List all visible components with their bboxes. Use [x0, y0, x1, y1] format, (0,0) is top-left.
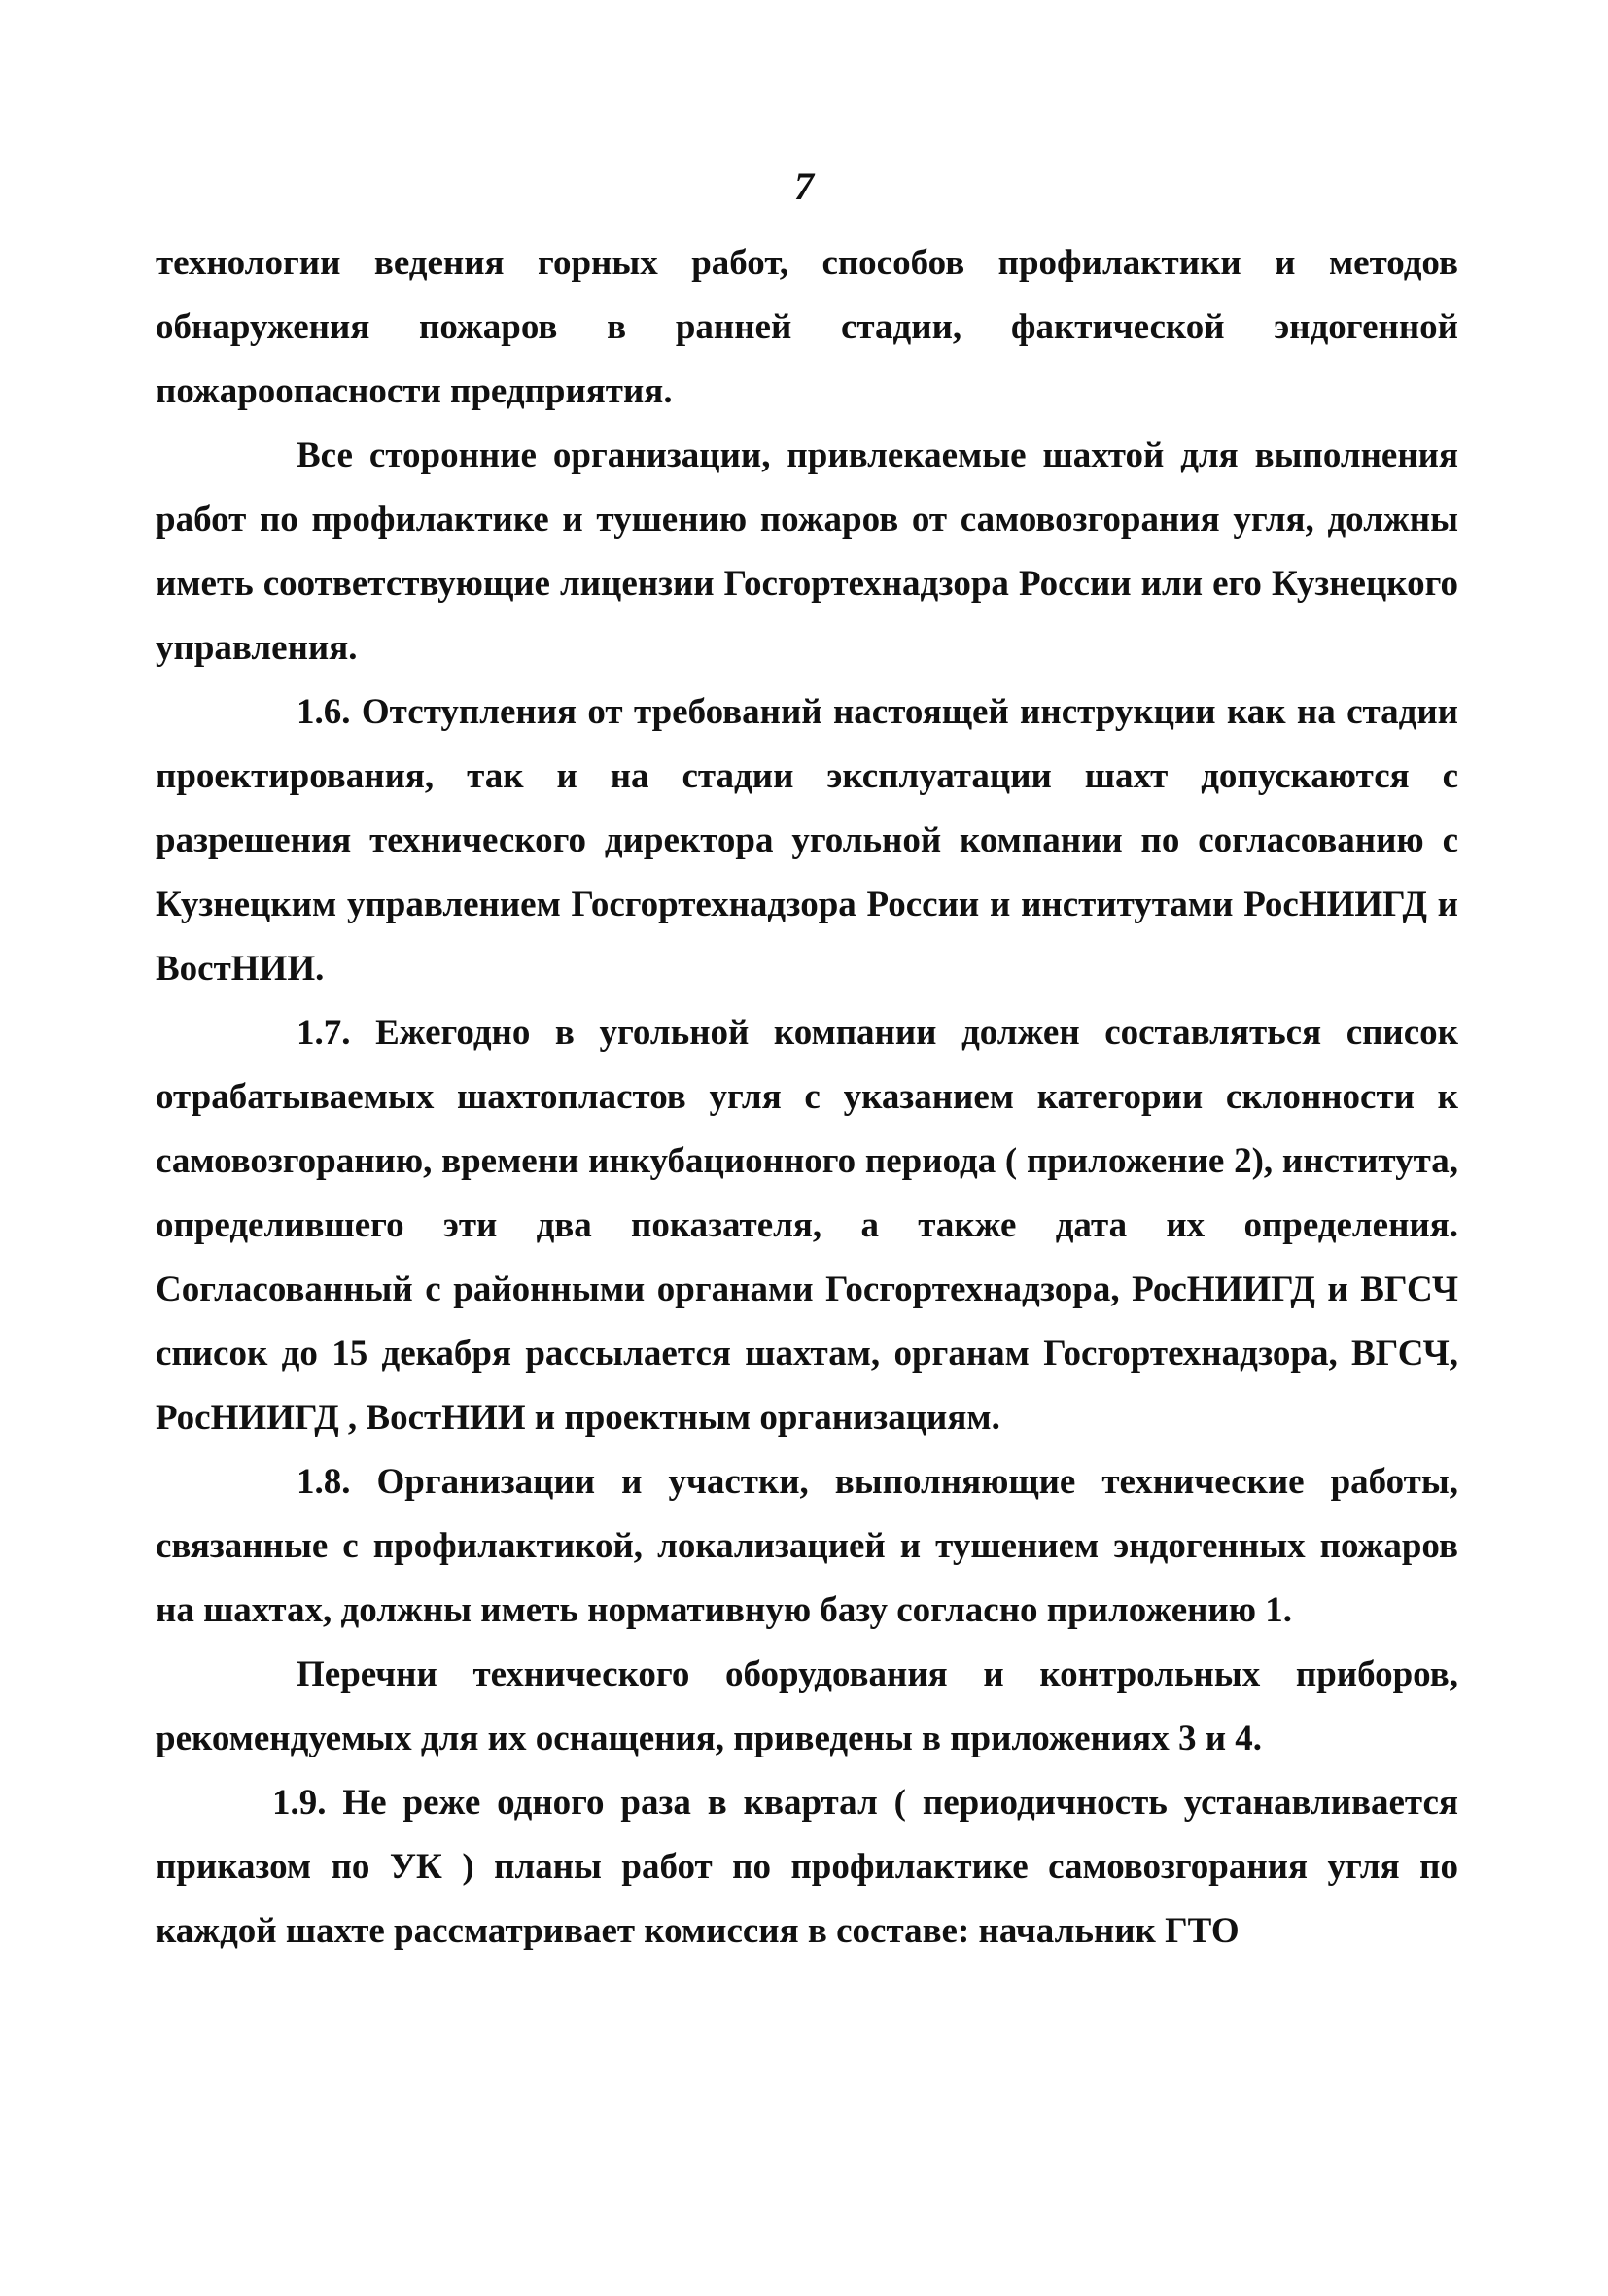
- paragraph-section-1-9: 1.9. Не реже одного раза в квартал ( периодичность устанавливается приказом по УК ) планы работ по профилактике самовозгорания угля по каждой шахте рассматривает комиссия в составе: начальник ГТО: [156, 1783, 1458, 1951]
- paragraph-equipment-lists: Перечни технического оборудования и контрольных приборов, рекомендуемых для их оснащения, приведены в приложениях 3 и 4.: [156, 1654, 1458, 1758]
- paragraph-section-1-6: 1.6. Отступления от требований настоящей инструкции как на стадии проектирования, так и на стадии эксплуатации шахт допускаются с разрешения технического директора угольной компании по согласованию с Кузнецким управлением Госгортехнадзора России и институтами РосНИИГД и ВостНИИ.: [156, 692, 1458, 989]
- paragraph-1: технологии ведения горных работ, способов профилактики и методов обнаружения пожаров в ранней стадии, фактической эндогенной пожароопасности предприятия.: [156, 243, 1458, 411]
- body-text: [156, 231, 1458, 1964]
- paragraph-section-1-8: 1.8. Организации и участки, выполняющие технические работы, связанные с профилактикой, локализацией и тушением эндогенных пожаров на шахтах, должны иметь нормативную базу согласно приложению 1.: [156, 1462, 1458, 1630]
- paragraph-section-1-7: 1.7. Ежегодно в угольной компании должен составляться список отрабатываемых шахтопластов угля с указанием категории склонности к самовозгоранию, времени инкубационного периода ( приложение 2), института, определившего эти два показателя, а также дата их определения. Согласованный с районными органами Госгортехнадзора, РосНИИГД и ВГСЧ список до 15 декабря рассылается шахтам, органам Госгортехнадзора, ВГСЧ, РосНИИГД , ВостНИИ и проектным организациям.: [156, 1013, 1458, 1438]
- paragraph-2: Все сторонние организации, привлекаемые шахтой для выполнения работ по профилактике и тушению пожаров от самовозгорания угля, должны иметь соответствующие лицензии Госгортехнадзора России или его Кузнецкого управления.: [156, 435, 1458, 668]
- page-number: 7: [794, 164, 814, 208]
